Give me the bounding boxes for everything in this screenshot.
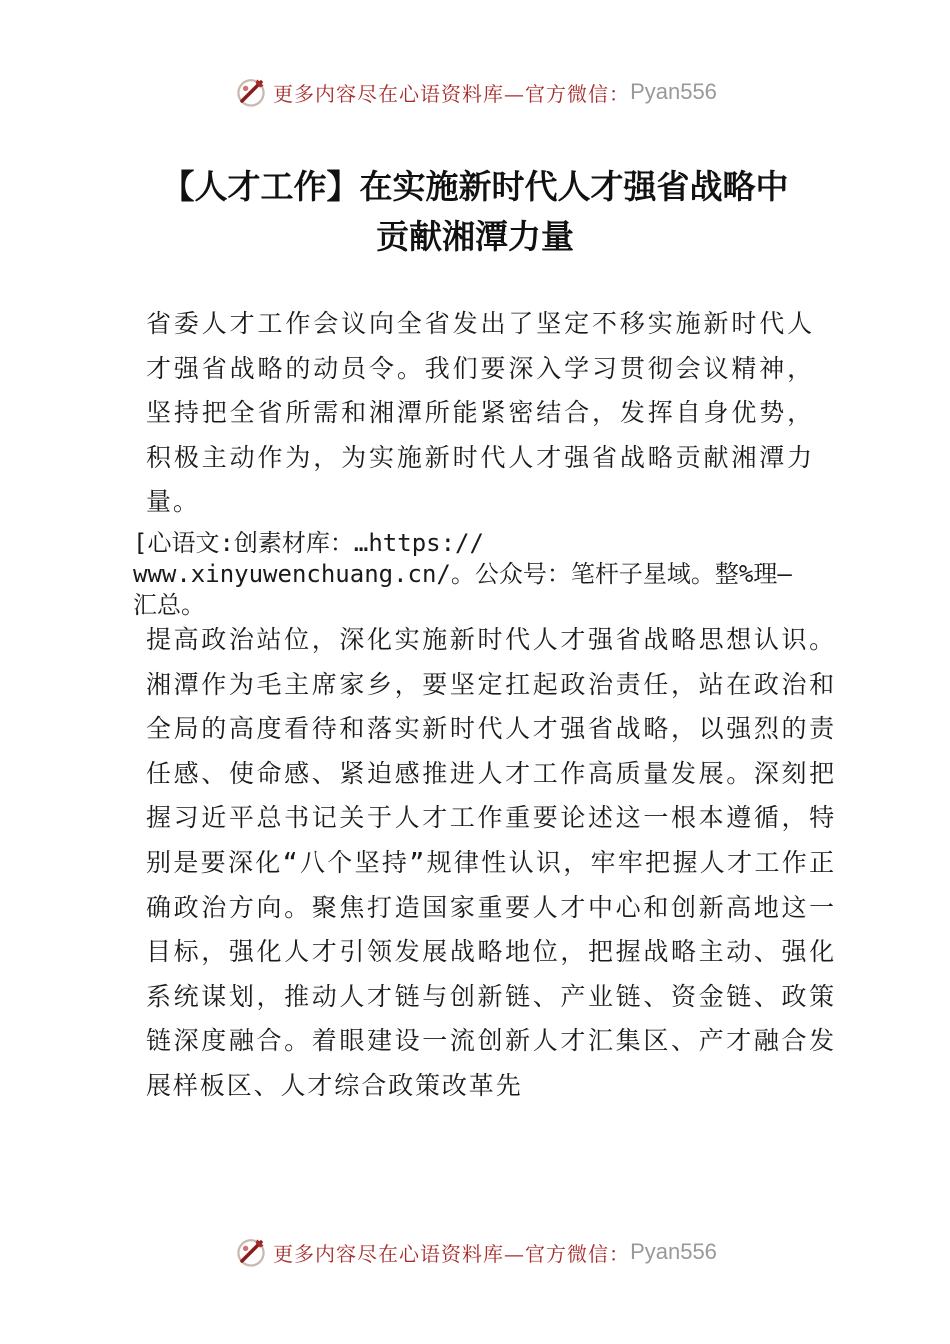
footer-banner	[0, 1228, 950, 1276]
header-banner	[0, 68, 950, 116]
paragraph-intro: 省委人才工作会议向全省发出了坚定不移实施新时代人才强省战略的动员令。我们要深入学习贯彻会议精神，坚持把全省所需和湘潭所能紧密结合，发挥自身优势，积极主动作为，为实施新时代人才强省战略贡献湘潭力量。	[146, 309, 814, 517]
source-line-1: [心语文:创素材库：…https://	[133, 529, 484, 557]
title-line-2: 贡献湘潭力量	[376, 217, 574, 256]
source-line-3: 汇总。	[133, 591, 205, 619]
source-line-2: www.xinyuwenchuang.cn/。公众号：笔杆子星域。整%理—	[133, 560, 792, 588]
brand-logo-icon	[233, 74, 269, 110]
source-note	[133, 528, 833, 621]
banner-wechat-id: Pyan556	[630, 79, 717, 104]
page-title	[120, 162, 830, 262]
brand-logo-icon	[233, 1234, 269, 1270]
paragraph-body: 提高政治站位，深化实施新时代人才强省战略思想认识。湘潭作为毛主席家乡，要坚定扛起政治责任，站在政治和全局的高度看待和落实新时代人才强省战略，以强烈的责任感、使命感、紧迫感推进人才工作高质量发展。深刻把握习近平总书记关于人才工作重要论述这一根本遵循，特别是要深化“八个坚持”规律性认识，牢牢把握人才工作正确政治方向。聚焦打造国家重要人才中心和创新高地这一目标，强化人才引领发展战略地位，把握战略主动、强化系统谋划，推动人才链与创新链、产业链、资金链、政策链深度融合。着眼建设一流创新人才汇集区、产才融合发展样板区、人才综合政策改革先	[146, 625, 836, 1100]
footer-banner-text: 更多内容尽在心语资料库—官方微信：	[273, 1241, 631, 1266]
banner-text: 更多内容尽在心语资料库—官方微信：	[273, 81, 631, 106]
title-line-1: 【人才工作】在实施新时代人才强省战略中	[161, 167, 789, 206]
footer-wechat-id: Pyan556	[630, 1239, 717, 1264]
